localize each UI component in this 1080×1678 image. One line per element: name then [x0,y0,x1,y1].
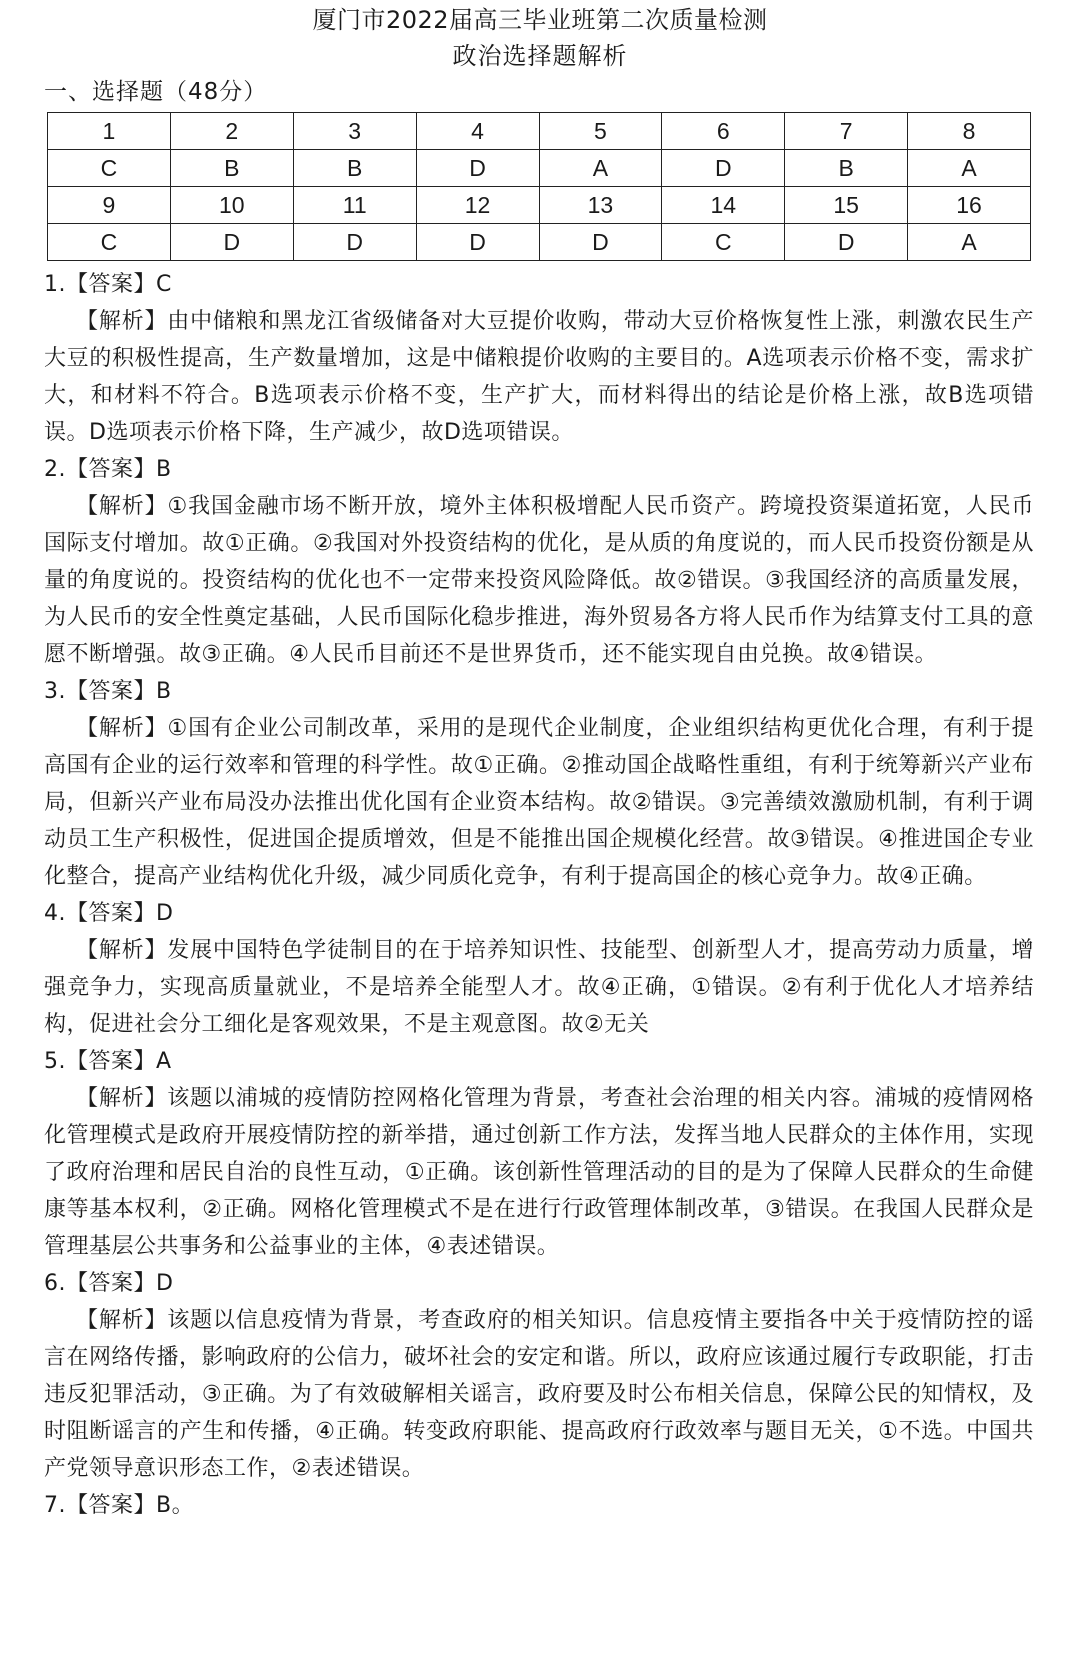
answer-line: 5.【答案】A [44,1049,172,1074]
table-cell: D [662,150,785,187]
answer-line: 3.【答案】B [44,679,172,704]
question-2 [44,451,1034,673]
question-3 [44,673,1034,895]
table-cell: D [293,224,416,261]
table-row-answers [48,224,1031,261]
analysis-paragraph: 【解析】①我国金融市场不断开放，境外主体积极增配人民币资产。跨境投资渠道拓宽，人民币国际支付增加。故①正确。②我国对外投资结构的优化，是从质的角度说的，而人民币投资份额是从量的角度说的。投资结构的优化也不一定带来投资风险降低。故②错误。③我国经济的高质量发展，为人民币的安全性奠定基础，人民币国际化稳步推进，海外贸易各方将人民币作为结算支付工具的意愿不断增强。故③正确。④人民币目前还不是世界货币，还不能实现自由兑换。故④错误。 [44,494,1035,667]
table-cell: C [48,150,171,187]
answer-line: 2.【答案】B [44,457,172,482]
table-cell: D [416,150,539,187]
question-4 [44,895,1034,1043]
table-cell: C [662,224,785,261]
table-cell: B [293,150,416,187]
table-cell: B [785,150,908,187]
table-cell: 5 [539,113,662,150]
answer-line: 6.【答案】D [44,1271,174,1296]
table-cell: 3 [293,113,416,150]
table-cell: 2 [170,113,293,150]
table-row-answers [48,150,1031,187]
table-cell: C [48,224,171,261]
table-cell: 10 [170,187,293,224]
table-cell: 9 [48,187,171,224]
table-row-question-numbers [48,113,1031,150]
section-heading: 一、选择题（48分） [44,79,268,105]
question-6 [44,1265,1034,1487]
analysis-paragraph: 【解析】由中储粮和黑龙江省级储备对大豆提价收购，带动大豆价格恢复性上涨，刺激农民生产大豆的积极性提高，生产数量增加，这是中储粮提价收购的主要目的。A选项表示价格不变，需求扩大，和材料不符合。B选项表示价格不变，生产扩大，而材料得出的结论是价格上涨，故B选项错误。D选项表示价格下降，生产减少，故D选项错误。 [44,309,1034,445]
table-cell: D [170,224,293,261]
table-cell: D [539,224,662,261]
table-cell: 15 [785,187,908,224]
question-7 [44,1487,1034,1524]
table-cell: 4 [416,113,539,150]
analysis-paragraph: 【解析】发展中国特色学徒制目的在于培养知识性、技能型、创新型人才，提高劳动力质量，增强竞争力，实现高质量就业，不是培养全能型人才。故④正确，①错误。②有利于优化人才培养结构，促进社会分工细化是客观效果，不是主观意图。故②无关 [44,938,1034,1037]
table-cell: D [416,224,539,261]
question-5 [44,1043,1034,1265]
table-cell: A [908,224,1031,261]
explanations [44,266,1034,1524]
table-cell: 6 [662,113,785,150]
answer-line: 1.【答案】C [44,272,172,297]
table-cell: 11 [293,187,416,224]
answer-line: 4.【答案】D [44,901,174,926]
table-cell: 16 [908,187,1031,224]
table-cell: 14 [662,187,785,224]
table-cell: 12 [416,187,539,224]
table-cell: 8 [908,113,1031,150]
answer-table [47,112,1031,261]
analysis-paragraph: 【解析】该题以浦城的疫情防控网格化管理为背景，考查社会治理的相关内容。浦城的疫情网格化管理模式是政府开展疫情防控的新举措，通过创新工作方法，发挥当地人民群众的主体作用，实现了政府治理和居民自治的良性互动，①正确。该创新性管理活动的目的是为了保障人民群众的生命健康等基本权利，②正确。网格化管理模式不是在进行行政管理体制改革，③错误。在我国人民群众是管理基层公共事务和公益事业的主体，④表述错误。 [44,1086,1035,1259]
answer-line: 7.【答案】B。 [44,1493,195,1518]
title-block [0,2,1080,74]
table-cell: 7 [785,113,908,150]
document-subtitle: 政治选择题解析 [452,42,628,70]
question-1 [44,266,1034,451]
table-cell: A [539,150,662,187]
table-cell: 13 [539,187,662,224]
table-cell: B [170,150,293,187]
table-cell: D [785,224,908,261]
analysis-paragraph: 【解析】该题以信息疫情为背景，考查政府的相关知识。信息疫情主要指各中关于疫情防控的谣言在网络传播，影响政府的公信力，破坏社会的安定和谐。所以，政府应该通过履行专政职能，打击违反犯罪活动，③正确。为了有效破解相关谣言，政府要及时公布相关信息，保障公民的知情权，及时阻断谣言的产生和传播，④正确。转变政府职能、提高政府行政效率与题目无关，①不选。中国共产党领导意识形态工作，②表述错误。 [44,1308,1035,1481]
analysis-paragraph: 【解析】①国有企业公司制改革，采用的是现代企业制度，企业组织结构更优化合理，有利于提高国有企业的运行效率和管理的科学性。故①正确。②推动国企战略性重组，有利于统筹新兴产业布局，但新兴产业布局没办法推出优化国有企业资本结构。故②错误。③完善绩效激励机制，有利于调动员工生产积极性，促进国企提质增效，但是不能推出国企规模化经营。故③错误。④推进国企专业化整合，提高产业结构优化升级，减少同质化竞争，有利于提高国企的核心竞争力。故④正确。 [44,716,1034,889]
table-cell: A [908,150,1031,187]
document-title: 厦门市2022届高三毕业班第二次质量检测 [312,6,768,34]
table-row-question-numbers [48,187,1031,224]
table-cell: 1 [48,113,171,150]
